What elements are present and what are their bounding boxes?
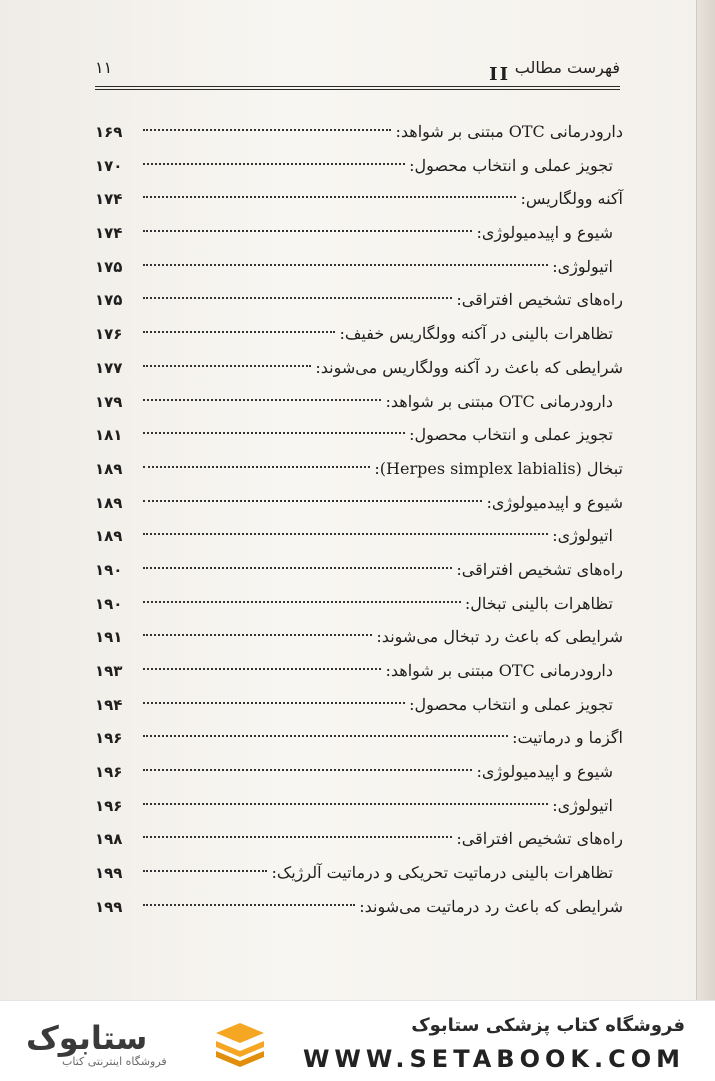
toc-entry-page: ۱۹۰: [95, 594, 123, 613]
store-url: WWW.SETABOOK.COM: [302, 1045, 685, 1073]
toc-entry-page: ۱۷۷: [95, 358, 123, 377]
toc-entry-page: ۱۹۸: [95, 830, 123, 849]
toc-entry-title: تظاهرات بالینی تبخال:: [464, 593, 613, 613]
toc-entry: [95, 152, 623, 186]
toc-leader-dots: [143, 264, 548, 266]
toc-entry-page: ۱۷۶: [95, 325, 123, 344]
toc-entry-page: ۱۹۱: [95, 628, 123, 647]
toc-entry-title: شیوع و اپیدمیولوژی:: [476, 762, 613, 782]
toc-entry-title: تجویز عملی و انتخاب محصول:: [409, 425, 613, 445]
toc-entry: [95, 489, 623, 523]
toc-leader-dots: [143, 331, 335, 333]
toc-leader-dots: [143, 567, 452, 569]
toc-leader-dots: [143, 601, 461, 603]
toc-entry-page: ۱۷۴: [95, 224, 123, 243]
toc-leader-dots: [143, 432, 405, 434]
toc-entry-page: ۱۶۹: [95, 123, 123, 141]
header-page-number: ۱۱: [95, 58, 113, 77]
toc-entry-page: ۱۹۰: [95, 560, 123, 579]
toc-entry-page: ۱۹۶: [95, 796, 123, 815]
toc-entry: [95, 118, 623, 152]
book-stack-icon: [210, 1019, 270, 1067]
store-name: فروشگاه کتاب پزشکی ستابوک: [411, 1015, 685, 1036]
watermark-footer: [0, 1000, 715, 1081]
toc-entry: [95, 590, 623, 624]
toc-entry-page: ۱۹۹: [95, 897, 123, 916]
toc-leader-dots: [143, 297, 452, 299]
toc-entry: [95, 859, 623, 893]
toc-entry-title: تظاهرات بالینی در آکنه وولگاریس خفیف:: [339, 324, 613, 344]
toc-leader-dots: [143, 803, 548, 805]
toc-leader-dots: [143, 163, 405, 165]
toc-entry-title: شیوع و اپیدمیولوژی:: [486, 492, 623, 512]
toc-entry-page: ۱۹۳: [95, 662, 123, 680]
toc-leader-dots: [143, 836, 452, 838]
toc-entry-title: راه‌های تشخیص افتراقی:: [456, 290, 623, 310]
toc-entry-page: ۱۸۹: [95, 527, 123, 546]
toc-entry: [95, 758, 623, 792]
toc-entry: [95, 657, 623, 691]
toc-entry-title: تبخال (Herpes simplex labialis):: [374, 458, 623, 478]
logo-subtitle: فروشگاه اینترنتی کتاب: [62, 1055, 167, 1068]
toc-leader-dots: [143, 196, 516, 198]
toc-entry-page: ۱۷۰: [95, 156, 123, 175]
toc-entry-title: شرایطی که باعث رد آکنه وولگاریس می‌شوند:: [315, 357, 623, 377]
page-header: [95, 58, 620, 96]
toc-entry-title: اتیولوژی:: [552, 795, 613, 815]
toc-entry-title: شرایطی که باعث رد درماتیت می‌شوند:: [359, 896, 623, 916]
toc-entry-title: شرایطی که باعث رد تبخال می‌شوند:: [376, 627, 623, 647]
toc-leader-dots: [143, 735, 508, 737]
toc-entry: [95, 623, 623, 657]
logo-wordmark: ستابوک: [26, 1019, 148, 1057]
header-rule: [95, 86, 620, 90]
toc-entry-title: شیوع و اپیدمیولوژی:: [476, 223, 613, 243]
toc-entry-title: راه‌های تشخیص افتراقی:: [456, 829, 623, 849]
toc-entry-title: راه‌های تشخیص افتراقی:: [456, 559, 623, 579]
header-mark: II: [489, 64, 510, 85]
toc-leader-dots: [143, 702, 405, 704]
toc-leader-dots: [143, 399, 381, 401]
toc-entry-page: ۱۹۴: [95, 695, 123, 714]
toc-leader-dots: [143, 129, 391, 131]
toc-entry: [95, 388, 623, 422]
page-edge: [696, 0, 715, 1000]
toc-entry: [95, 219, 623, 253]
toc-entry-page: ۱۷۹: [95, 392, 123, 411]
toc-entry-page: ۱۷۵: [95, 257, 123, 276]
toc-entry-page: ۱۷۵: [95, 291, 123, 310]
toc-leader-dots: [143, 500, 482, 502]
toc-entry: [95, 792, 623, 826]
toc-entry-page: ۱۸۹: [95, 459, 123, 478]
toc-entry: [95, 825, 623, 859]
toc-leader-dots: [143, 230, 472, 232]
toc-entry-page: ۱۹۶: [95, 729, 123, 748]
toc-entry-page: ۱۹۶: [95, 763, 123, 782]
toc-entry: [95, 522, 623, 556]
toc-entry: [95, 455, 623, 489]
toc-entry-title: دارودرمانی OTC مبتنی بر شواهد:: [385, 661, 613, 680]
toc-entry-page: ۱۸۱: [95, 426, 123, 445]
store-logo: [22, 1019, 282, 1067]
toc-entry: [95, 320, 623, 354]
toc-leader-dots: [143, 870, 267, 872]
toc-entry-title: دارودرمانی OTC مبتنی بر شواهد:: [395, 122, 623, 141]
toc-entry: [95, 556, 623, 590]
toc-entry: [95, 253, 623, 287]
toc-entry: [95, 691, 623, 725]
toc-entry: [95, 893, 623, 927]
toc-entry: [95, 724, 623, 758]
toc-entry: [95, 421, 623, 455]
toc-entry: [95, 286, 623, 320]
toc-entry-title: آکنه وولگاریس:: [520, 189, 623, 209]
toc-leader-dots: [143, 634, 372, 636]
toc-entry: [95, 185, 623, 219]
header-title: فهرست مطالب: [514, 58, 620, 77]
toc-entry-page: ۱۸۹: [95, 493, 123, 512]
toc-leader-dots: [143, 466, 370, 468]
toc-entry-title: اتیولوژی:: [552, 526, 613, 546]
table-of-contents: [95, 118, 623, 927]
toc-leader-dots: [143, 365, 311, 367]
toc-entry-title: اگزما و درماتیت:: [512, 728, 623, 748]
toc-entry-title: دارودرمانی OTC مبتنی بر شواهد:: [385, 391, 613, 411]
toc-entry-page: ۱۹۹: [95, 864, 123, 883]
toc-entry-title: اتیولوژی:: [552, 256, 613, 276]
toc-entry-title: تجویز عملی و انتخاب محصول:: [409, 155, 613, 175]
toc-entry-title: تجویز عملی و انتخاب محصول:: [409, 694, 613, 714]
toc-leader-dots: [143, 904, 355, 906]
toc-leader-dots: [143, 668, 381, 670]
toc-leader-dots: [143, 533, 548, 535]
toc-entry-title: تظاهرات بالینی درماتیت تحریکی و درماتیت آلرژیک:: [271, 863, 613, 883]
toc-entry-page: ۱۷۴: [95, 190, 123, 209]
toc-leader-dots: [143, 769, 472, 771]
toc-entry: [95, 354, 623, 388]
